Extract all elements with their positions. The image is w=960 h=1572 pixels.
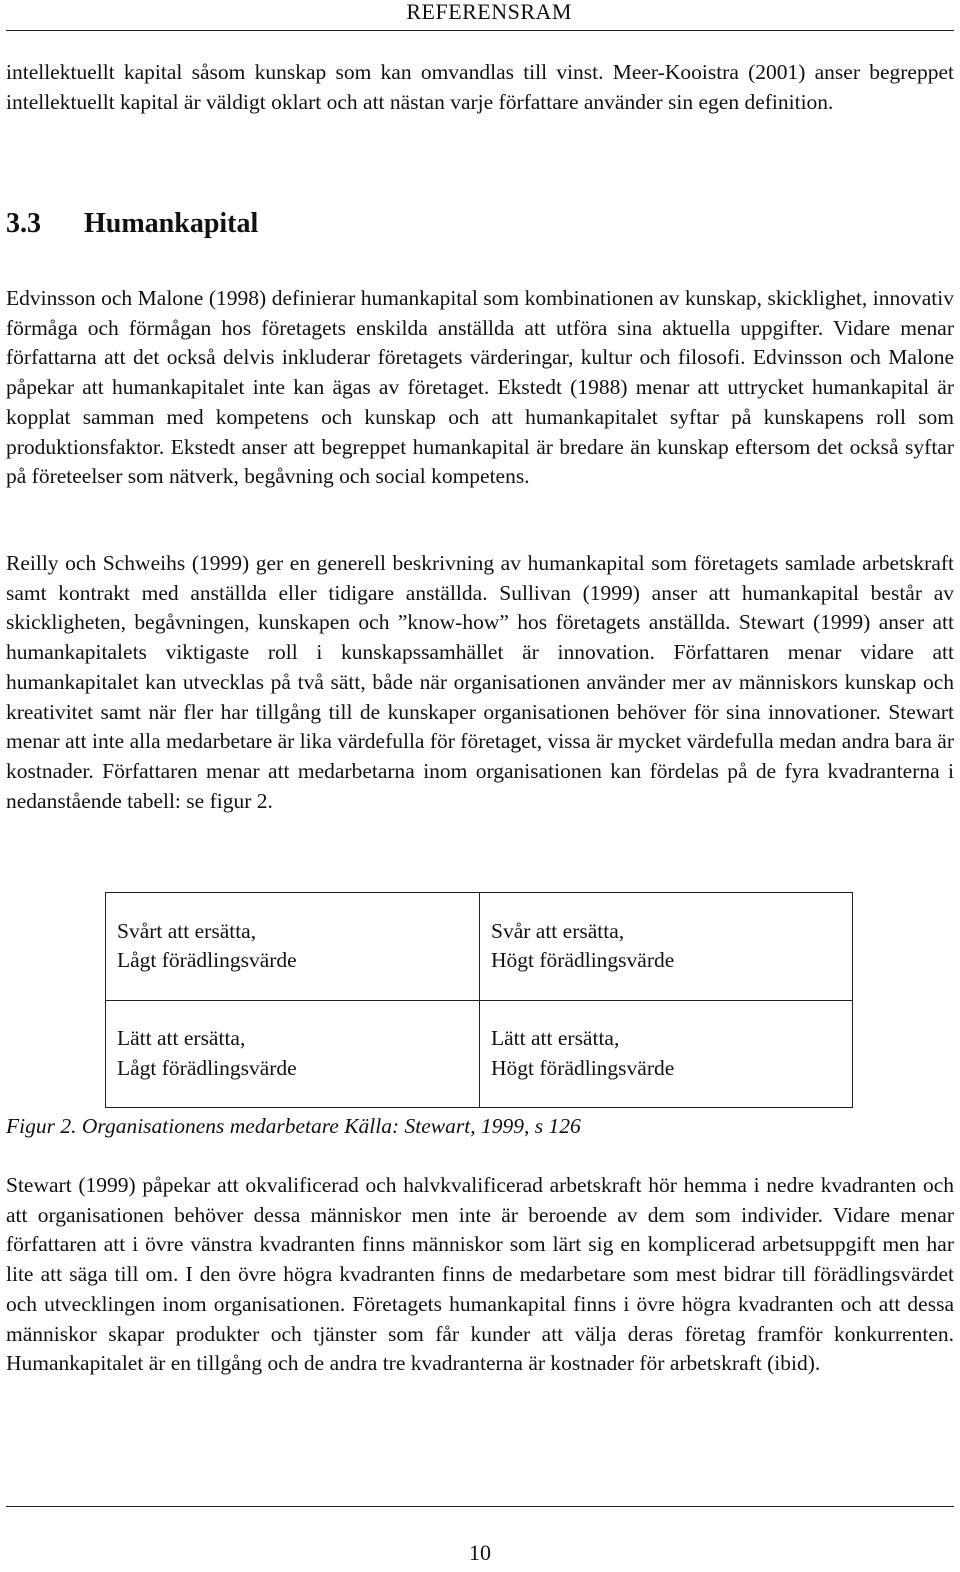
quadrant-top-right: [480, 893, 853, 1001]
quadrant-top-left: [106, 893, 480, 1001]
body-paragraph-2: Reilly och Schweihs (1999) ger en generell beskrivning av humankapital som företagets samlade arbetskraft samt kontrakt med anställda eller tidigare anställda. Sullivan (1999) anser att humankapital består av skickligheten, begåvningen, kunskapen och ”know-how” hos företagets anställda. Stewart (1999) anser att humankapitalets viktigaste roll i kunskapssamhället är innovation. Författaren menar vidare att humankapitalet kan utvecklas på två sätt, både när organisationen använder mer av människors kunskap och kreativitet samt när fler har tillgång till de kunskaper organisationen behöver för sina innovationer. Stewart menar att inte alla medarbetare är lika värdefulla för företaget, vissa är mycket värdefulla medan andra bara är kostnader. Författaren menar att medarbetarna inom organisationen kan fördelas på de fyra kvadranterna i nedanstående tabell: se figur 2.: [6, 551, 954, 813]
page-number: 10: [469, 1540, 491, 1565]
quadrant-bottom-left: [106, 1000, 480, 1108]
body-paragraph-3: Stewart (1999) påpekar att okvalificerad och halvkvalificerad arbetskraft hör hemma i nedre kvadranten och att organisationen behöver dessa människor men inte är beroende av dem som individer. Vidare menar författaren att i övre vänstra kvadranten finns människor som lärt sig en komplicerad arbetsuppgift men har lite att säga till om. I den övre högra kvadranten finns de medarbetare som mest bidrar till förädlingsvärdet och utvecklingen inom organisationen. Företagets humankapital finns i övre högra kvadranten och att dessa människor skapar produkter och tjänster som får kunder att välja deras företag framför konkurrenten. Humankapitalet är en tillgång och de andra tre kvadranterna är kostnader för arbetskraft (ibid).: [6, 1173, 954, 1376]
quadrant-bottom-right: [480, 1000, 853, 1108]
quadrant-top-left-line2: Lågt förädlingsvärde: [117, 948, 297, 973]
quadrant-bottom-right-line2: Högt förädlingsvärde: [491, 1055, 675, 1080]
quadrant-row-top: [106, 893, 853, 1001]
quadrant-top-right-line1: Svår att ersätta,: [491, 918, 625, 943]
footer-rule: [6, 1506, 954, 1507]
header-rule: [6, 30, 954, 31]
quadrant-table: [105, 892, 853, 1108]
section-heading: [6, 207, 258, 241]
quadrant-bottom-right-line1: Lätt att ersätta,: [491, 1026, 620, 1051]
intro-paragraph: intellektuellt kapital såsom kunskap som kan omvandlas till vinst. Meer-Kooistra (2001) anser begreppet intellektuellt kapital är väldigt oklart och att nästan varje författare använder sin egen definition.: [6, 60, 954, 114]
quadrant-bottom-left-line1: Lätt att ersätta,: [117, 1026, 246, 1051]
quadrant-bottom-left-line2: Lågt förädlingsvärde: [117, 1055, 297, 1080]
section-title: Humankapital: [84, 208, 259, 239]
running-header: REFERENSRAM: [406, 0, 572, 24]
quadrant-row-bottom: [106, 1000, 853, 1108]
section-number: 3.3: [6, 208, 41, 239]
body-paragraph-1: Edvinsson och Malone (1998) definierar humankapital som kombinationen av kunskap, skicklighet, innovativ förmåga och förmågan hos företagets enskilda anställda att utföra sina aktuella uppgifter. Vidare menar författarna att det också delvis inkluderar företagets värderingar, kultur och filosofi. Edvinsson och Malone påpekar att humankapitalet inte kan ägas av företaget. Ekstedt (1988) menar att uttrycket humankapital är kopplat samman med kompetens och kunskap och att humankapitalet syftar på kunskapens roll som produktionsfaktor. Ekstedt anser att begreppet humankapital är bredare än kunskap eftersom det också syftar på företeelser som nätverk, begåvning och social kompetens.: [6, 286, 954, 489]
quadrant-top-right-line2: Högt förädlingsvärde: [491, 948, 675, 973]
quadrant-top-left-line1: Svårt att ersätta,: [117, 918, 257, 943]
figure-caption: Figur 2. Organisationens medarbetare Källa: Stewart, 1999, s 126: [6, 1114, 581, 1138]
